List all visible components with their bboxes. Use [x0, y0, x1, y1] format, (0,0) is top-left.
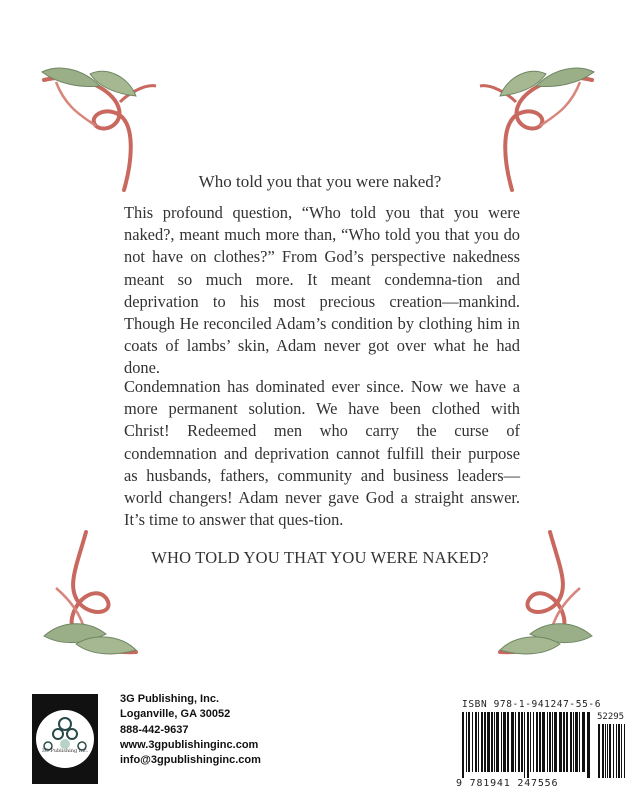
addon-digits: 52295	[597, 712, 625, 722]
publisher-phone: 888-442-9637	[120, 723, 189, 736]
logo-caption: 3G Publishing Inc.	[41, 748, 89, 754]
closing-question: WHO TOLD YOU THAT YOU WERE NAKED?	[151, 548, 489, 567]
publisher-city: Loganville, GA 30052	[120, 708, 231, 721]
publisher-logo-circle	[36, 710, 94, 768]
paragraph-2: Condemnation has dominated ever since. Now we have a more permanent solution. We have been clothed with Christ! Redeemed men who carry the curse of condemnation and deprivation cannot fulfill their purpose as husbands, fathers, community and business leaders—world changers! Adam never gave God a straight answer. It’s time to answer that ques-tion.	[124, 377, 520, 530]
publisher-website: www.3gpublishinginc.com	[120, 738, 259, 751]
isbn-text: ISBN 978-1-941247-55-6	[462, 699, 602, 710]
barcode	[452, 692, 634, 796]
footer	[0, 688, 640, 800]
paragraph-1: This profound question, “Who told you that you were naked?, meant much more than, “Who told you that you do not have on clothes?” From God’s perspective nakedness meant so much more. It meant condemna-tion and deprivation to his most precious creation—mankind. Though He reconciled Adam’s condition by clothing him in coats of lambs’ skin, Adam never got over what he had done.	[124, 203, 520, 378]
logo-figure-icon	[36, 710, 94, 768]
ean-digits: 9 781941 247556	[456, 778, 559, 789]
page-heading: Who told you that you were naked?	[198, 172, 442, 191]
publisher-logo	[32, 694, 98, 784]
barcode-bars-icon	[462, 712, 628, 782]
publisher-name: 3G Publishing, Inc.	[120, 693, 220, 705]
publisher-info	[120, 692, 261, 768]
publisher-email: info@3gpublishinginc.com	[120, 754, 261, 767]
